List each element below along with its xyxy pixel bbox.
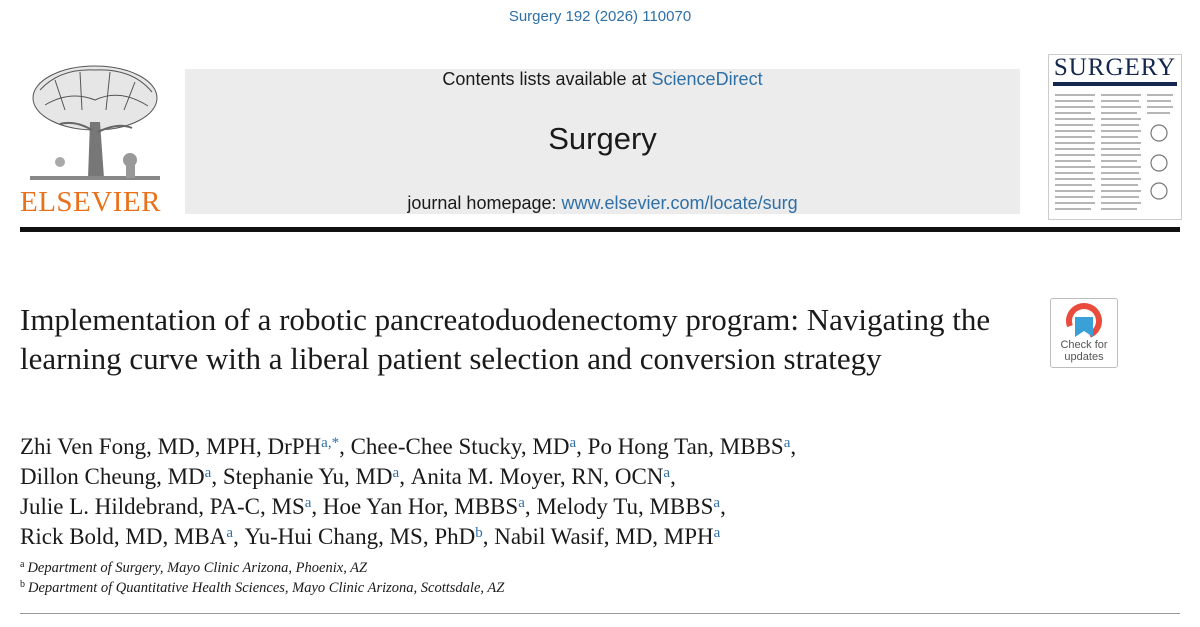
author-separator: , (399, 464, 411, 489)
author-affiliation-marker[interactable]: a (304, 495, 312, 511)
article-title: Implementation of a robotic pancreatoduodenectomy program: Navigating the learning curve with a liberal patient selection and conversion strategy (20, 302, 991, 376)
author-name[interactable]: Chee-Chee Stucky, MD (350, 434, 570, 459)
author-name[interactable]: Po Hong Tan, MBBS (587, 434, 784, 459)
affiliation-label: a (20, 559, 25, 570)
author-affiliation-marker[interactable]: a (518, 495, 525, 511)
cover-title: SURGERY (1053, 54, 1177, 81)
author-name[interactable]: Julie L. Hildebrand, PA-C, MS (20, 494, 305, 519)
author (245, 524, 495, 549)
author (20, 464, 223, 489)
author (494, 524, 720, 549)
author-name[interactable]: Melody Tu, MBBS (536, 494, 714, 519)
author (223, 464, 411, 489)
elsevier-tree-icon (20, 60, 170, 188)
check-for-updates-button[interactable] (1050, 298, 1118, 368)
author (588, 434, 796, 459)
crossmark-line-1: Check for (1060, 339, 1108, 351)
author-name[interactable]: Nabil Wasif, MD, MPH (494, 524, 714, 549)
cover-band (1053, 82, 1177, 86)
author-affiliation-marker[interactable]: a (713, 495, 721, 511)
author-list (20, 432, 1120, 552)
author-separator: , (790, 434, 797, 459)
author-name[interactable]: Dillon Cheung, MD (20, 464, 205, 489)
author-affiliation-marker[interactable]: a (204, 465, 212, 481)
author-affiliation-marker[interactable]: a,* (321, 435, 340, 451)
author (351, 434, 588, 459)
journal-banner (185, 69, 1020, 214)
author-separator: , (576, 434, 588, 459)
author-name[interactable]: Zhi Ven Fong, MD, MPH, DrPH (20, 434, 322, 459)
author (20, 434, 351, 459)
homepage-line (185, 193, 1020, 214)
elsevier-logo[interactable] (20, 60, 170, 220)
author-affiliation-marker[interactable]: a (783, 435, 791, 451)
author-affiliation-marker[interactable]: a (663, 465, 671, 481)
author-name[interactable]: Anita M. Moyer, RN, OCN (410, 464, 664, 489)
author-name[interactable]: Stephanie Yu, MD (222, 464, 393, 489)
author-separator: , (720, 494, 726, 519)
footer-rule (20, 613, 1180, 614)
author-affiliation-marker[interactable]: a (569, 435, 577, 451)
author-name[interactable]: Yu-Hui Chang, MS, PhD (244, 524, 476, 549)
cover-text-lines-icon (1055, 91, 1175, 215)
author-name[interactable]: Hoe Yan Hor, MBBS (322, 494, 519, 519)
contents-prefix: Contents lists available at (442, 69, 652, 89)
author (411, 464, 676, 489)
crossmark-line-2: updates (1064, 351, 1104, 363)
affiliation-item (20, 578, 1120, 598)
author-name[interactable]: Rick Bold, MD, MBA (20, 524, 227, 549)
elsevier-wordmark: ELSEVIER (20, 186, 161, 218)
journal-cover[interactable] (1048, 54, 1182, 220)
author-separator: , (482, 524, 495, 549)
crossmark-label (1051, 339, 1117, 363)
homepage-prefix: journal homepage: (407, 193, 562, 213)
author (323, 494, 536, 519)
header-rule (20, 227, 1180, 232)
crossmark-icon (1051, 301, 1117, 341)
affiliation-text: Department of Quantitative Health Sciences, Mayo Clinic Arizona, Scottsdale, AZ (28, 580, 505, 596)
journal-homepage-link[interactable]: www.elsevier.com/locate/surg (561, 193, 798, 213)
author (20, 494, 323, 519)
author-affiliation-marker[interactable]: a (392, 465, 400, 481)
author (536, 494, 725, 519)
journal-name: Surgery (548, 121, 657, 156)
author-separator: , (211, 464, 223, 489)
author-affiliation-marker[interactable]: b (475, 525, 483, 541)
affiliation-label: b (20, 579, 25, 590)
affiliation-item (20, 558, 1120, 578)
author-separator: , (524, 494, 537, 519)
journal-citation[interactable]: Surgery 192 (2026) 110070 (508, 8, 692, 25)
author-affiliation-marker[interactable]: a (226, 525, 234, 541)
contents-line (185, 69, 1020, 89)
author-separator: , (311, 494, 323, 519)
author-separator: , (233, 524, 245, 549)
author-affiliation-marker[interactable]: a (713, 525, 721, 541)
sciencedirect-link[interactable]: ScienceDirect (651, 69, 763, 89)
author-separator: , (670, 464, 676, 489)
author-separator: , (339, 434, 351, 459)
affiliation-text: Department of Surgery, Mayo Clinic Arizona, Phoenix, AZ (27, 560, 368, 576)
affiliation-list (20, 558, 1120, 598)
author (20, 524, 245, 549)
